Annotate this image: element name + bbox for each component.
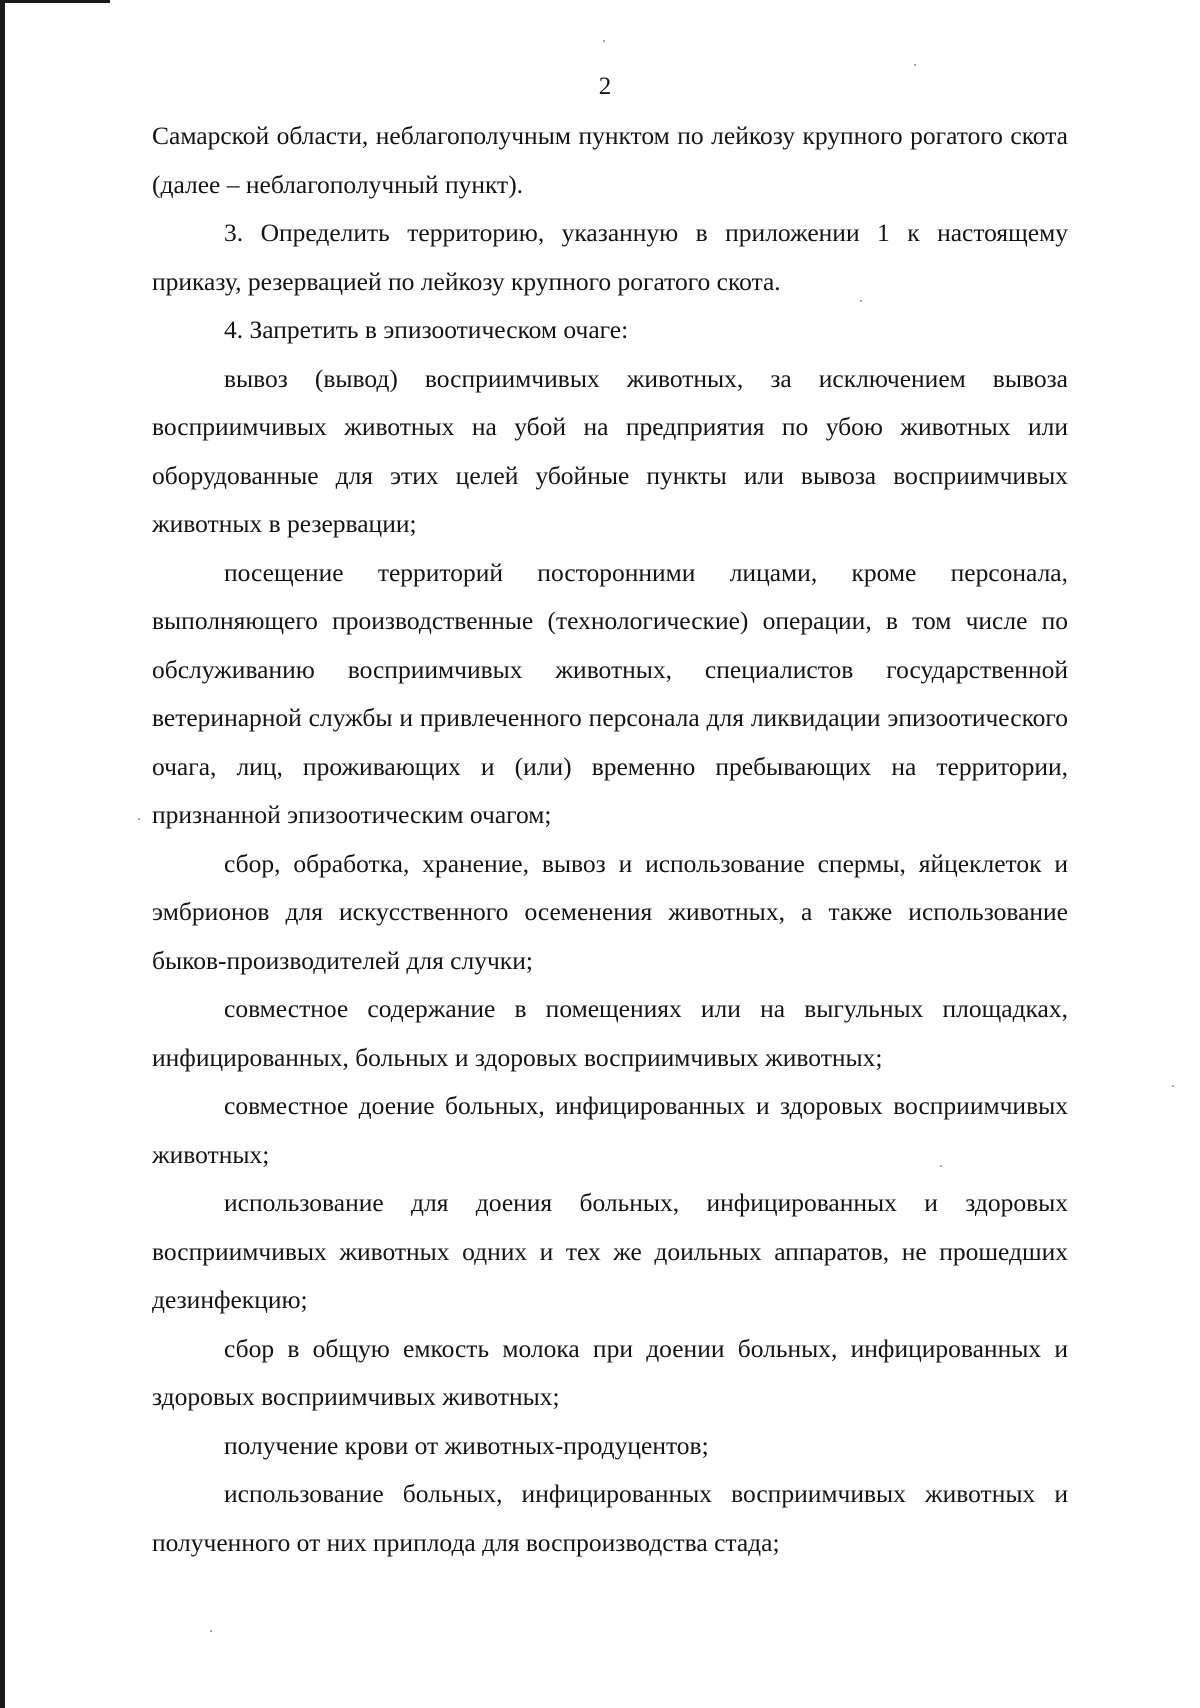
scan-speck [1172,1085,1174,1087]
prohibition-blood-collection: получение крови от животных-продуцентов; [224,1430,709,1460]
scan-speck [210,1630,212,1632]
prohibition-milk-collection: сбор в общую емкость молока при доении больных, инфицированных и здоровых восприимчивых животных; [152,1333,1068,1411]
scan-speck [914,64,916,66]
prohibition-joint-keeping: совместное содержание в помещениях или на выгульных площадках, инфицированных, больных и здоровых восприимчивых животных; [152,994,1068,1072]
paragraph-item-4: 4. Запретить в эпизоотическом очаге: [224,315,629,344]
scan-speck [603,40,605,42]
page-number: 2 [598,73,612,100]
paragraph-item-3: 3. Определить территорию, указанную в приложении 1 к настоящему приказу, резервацией по лейкозу крупного рогатого скота. [152,218,1068,296]
scan-speck [138,818,140,820]
scan-speck [940,1165,942,1167]
paragraph-continuation: Самарской области, неблагополучным пунктом по лейкозу крупного рогатого скота (далее – неблагополучный пункт). [152,121,1068,199]
prohibition-joint-milking: совместное доение больных, инфицированных и здоровых восприимчивых животных; [152,1091,1068,1169]
scan-border-left [0,0,5,1708]
scan-speck [860,300,862,302]
prohibition-sperm-collection: сбор, обработка, хранение, вывоз и использование спермы, яйцеклеток и эмбрионов для искусственного осеменения животных, а также использование быков-производителей для случки; [152,848,1068,975]
document-body [152,112,1068,1567]
prohibition-removal-of-animals: вывоз (вывод) восприимчивых животных, за исключением вывоза восприимчивых животных на убой на предприятия по убою животных или оборудованные для этих целей убойные пункты или вывоза восприимчивых животных в резервации; [152,363,1068,538]
scan-border-top [0,0,110,3]
prohibition-territory-visits: посещение территорий посторонними лицами, кроме персонала, выполняющего производственные (технологические) операции, в том числе по обслуживанию восприимчивых животных, специалистов государственной ветеринарной службы и привлеченного персонала для ликвидации эпизоотического очага, лиц, проживающих и (или) временно пребывающих на территории, признанной эпизоотическим очагом; [152,557,1068,829]
prohibition-milking-machines: использование для доения больных, инфицированных и здоровых восприимчивых животных одних и тех же доильных аппаратов, не прошедших дезинфекцию; [152,1188,1068,1314]
prohibition-herd-reproduction: использование больных, инфицированных восприимчивых животных и полученного от них приплода для воспроизводства стада; [152,1479,1068,1557]
